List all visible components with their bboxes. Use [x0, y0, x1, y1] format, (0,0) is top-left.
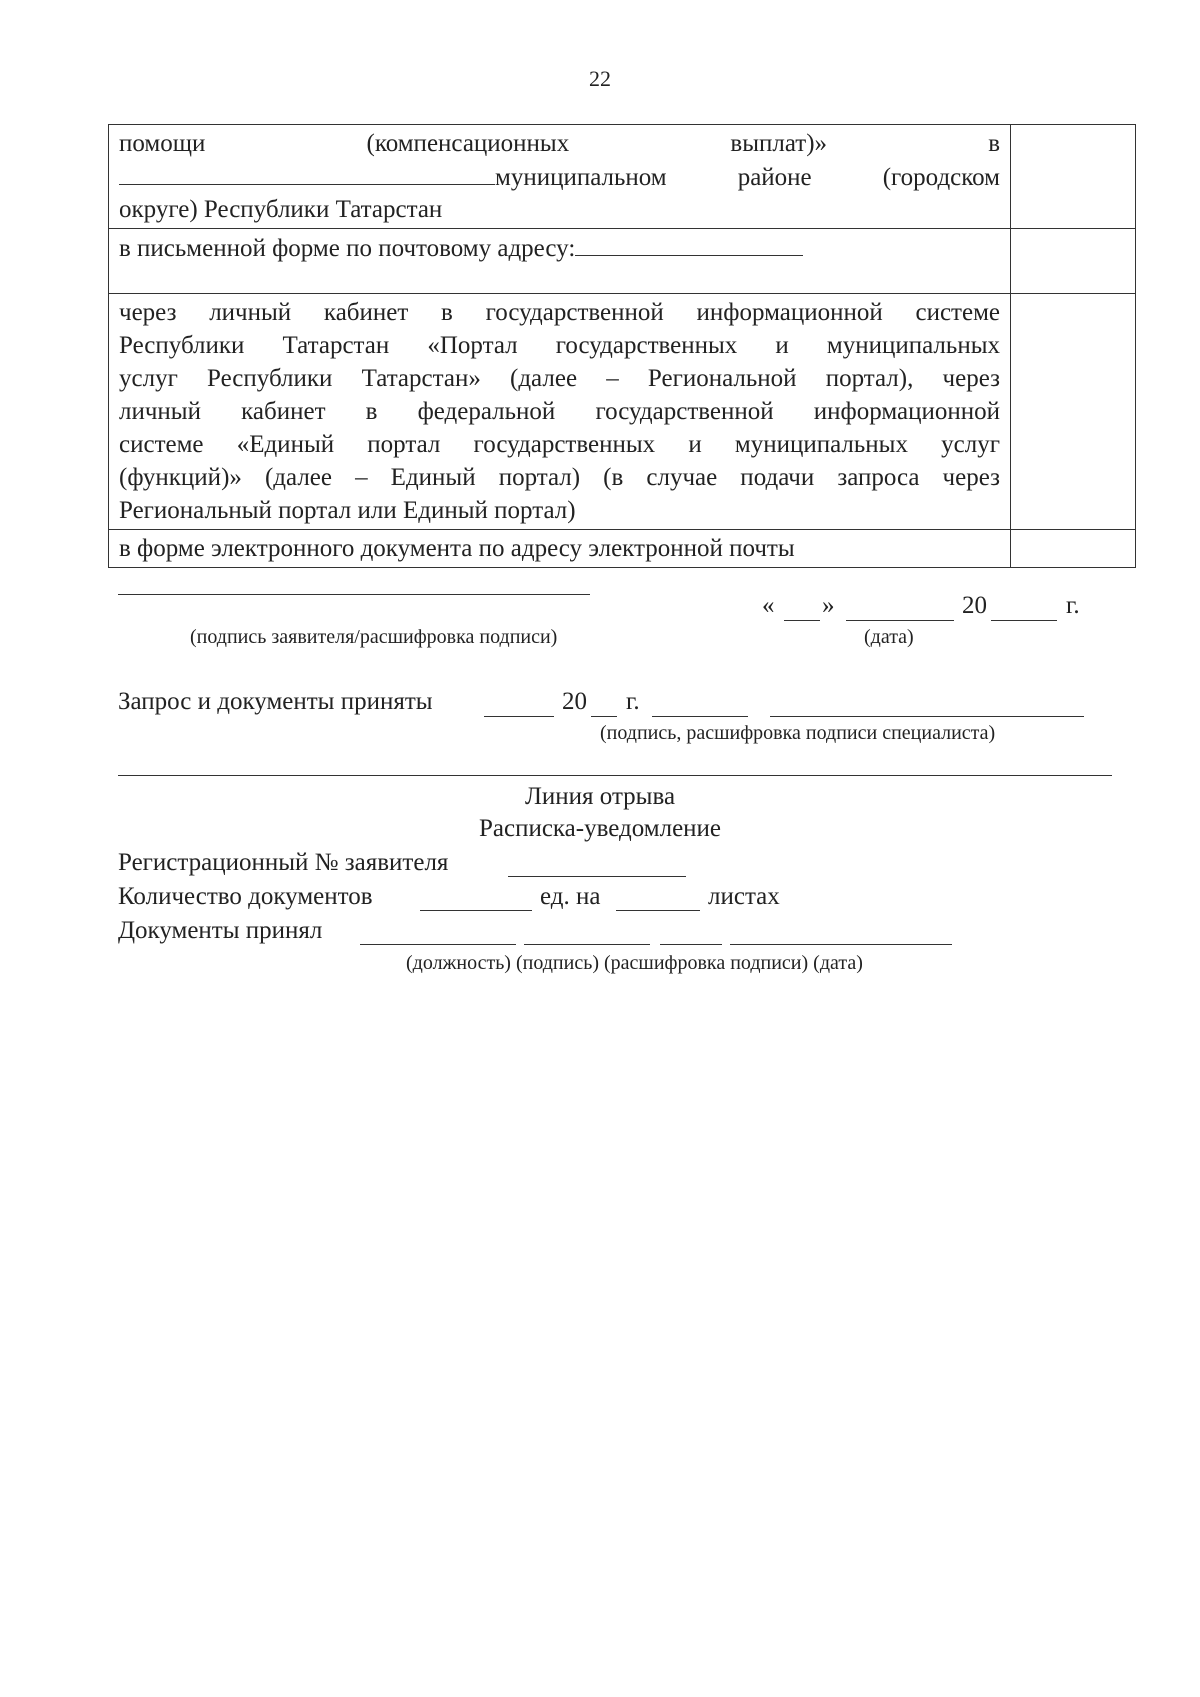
tear-line [118, 775, 1112, 776]
tear-line-label: Линия отрыва [524, 783, 676, 810]
word: помощи [119, 130, 206, 157]
text-line: услуг Республики Татарстан» (далее – Региональной портал), через [119, 365, 1000, 392]
date-close-quote: » [822, 592, 835, 619]
method-cell [109, 125, 1011, 229]
receipt-date-blank[interactable] [730, 944, 952, 945]
doc-count-units: ед. на [540, 883, 601, 910]
accepted-year-suffix: г. [626, 688, 640, 715]
day-blank[interactable] [784, 620, 820, 621]
text-line [119, 127, 1000, 160]
checkbox-cell[interactable] [1011, 294, 1136, 530]
word: выплат)» [730, 130, 828, 157]
date-caption: (дата) [864, 626, 914, 648]
checkbox-cell[interactable] [1011, 125, 1136, 229]
date-open-quote: « [762, 592, 775, 619]
year-suffix: г. [1066, 592, 1080, 619]
municipality-blank[interactable] [119, 160, 495, 185]
doc-count-label: Количество документов [118, 883, 373, 910]
text-line: через личный кабинет в государственной информационной системе [119, 299, 1000, 326]
sheet-count-blank[interactable] [616, 910, 700, 911]
word: (городском [882, 164, 1000, 191]
receipt-title: Расписка-уведомление [478, 815, 722, 842]
specialist-name-blank[interactable] [770, 716, 1084, 717]
page-number: 22 [589, 66, 611, 91]
word: муниципальном [495, 164, 667, 191]
table-row [109, 530, 1136, 568]
year-prefix: 20 [962, 592, 987, 619]
doc-count-blank[interactable] [420, 910, 532, 911]
year-blank[interactable] [991, 620, 1057, 621]
postal-method-label: в письменной форме по почтовому адресу: [119, 235, 576, 262]
checkbox-cell[interactable] [1011, 530, 1136, 568]
word: в [988, 130, 1001, 157]
receiver-name-blank[interactable] [660, 944, 722, 945]
text-line: Республики Татарстан «Портал государственных и муниципальных [119, 332, 1000, 359]
accepted-day-blank[interactable] [484, 716, 554, 717]
text-line: системе «Единый портал государственных и муниципальных услуг [119, 431, 1000, 458]
method-cell [109, 294, 1011, 530]
text-line: (функций)» (далее – Единый портал) (в случае подачи запроса через [119, 464, 1000, 491]
month-blank[interactable] [846, 620, 954, 621]
reg-number-blank[interactable] [508, 876, 686, 877]
method-cell [109, 530, 1011, 568]
text-line [119, 160, 1000, 193]
signature-caption: (подпись заявителя/расшифровка подписи) [190, 626, 558, 648]
specialist-caption: (подпись, расшифровка подписи специалиста) [600, 722, 996, 744]
checkbox-cell[interactable] [1011, 229, 1136, 294]
table-row [109, 294, 1136, 530]
sheets-label: листах [708, 883, 780, 910]
submission-methods-table [108, 124, 1136, 568]
text-line: Региональный портал или Единый портал) [119, 497, 576, 524]
specialist-signature-blank[interactable] [652, 716, 748, 717]
accepted-label: Запрос и документы приняты [118, 688, 433, 715]
accepted-year-prefix: 20 [562, 688, 587, 715]
email-method-label: в форме электронного документа по адресу электронной почты [119, 535, 795, 562]
receiver-signature-blank[interactable] [524, 944, 650, 945]
method-cell [109, 229, 1011, 294]
position-blank[interactable] [360, 944, 516, 945]
receipt-captions: (должность) (подпись) (расшифровка подписи) (дата) [406, 952, 863, 974]
text-line: округе) Республики Татарстан [119, 196, 443, 223]
accepted-year-blank[interactable] [591, 716, 617, 717]
table-row [109, 125, 1136, 229]
reg-number-label: Регистрационный № заявителя [118, 849, 449, 876]
word: (компенсационных [366, 130, 570, 157]
word: районе [737, 164, 812, 191]
postal-address-blank[interactable] [575, 231, 803, 256]
applicant-signature-blank[interactable] [118, 594, 590, 595]
text-line: личный кабинет в федеральной государственной информационной [119, 398, 1000, 425]
accepted-by-label: Документы принял [118, 917, 323, 944]
table-row [109, 229, 1136, 294]
